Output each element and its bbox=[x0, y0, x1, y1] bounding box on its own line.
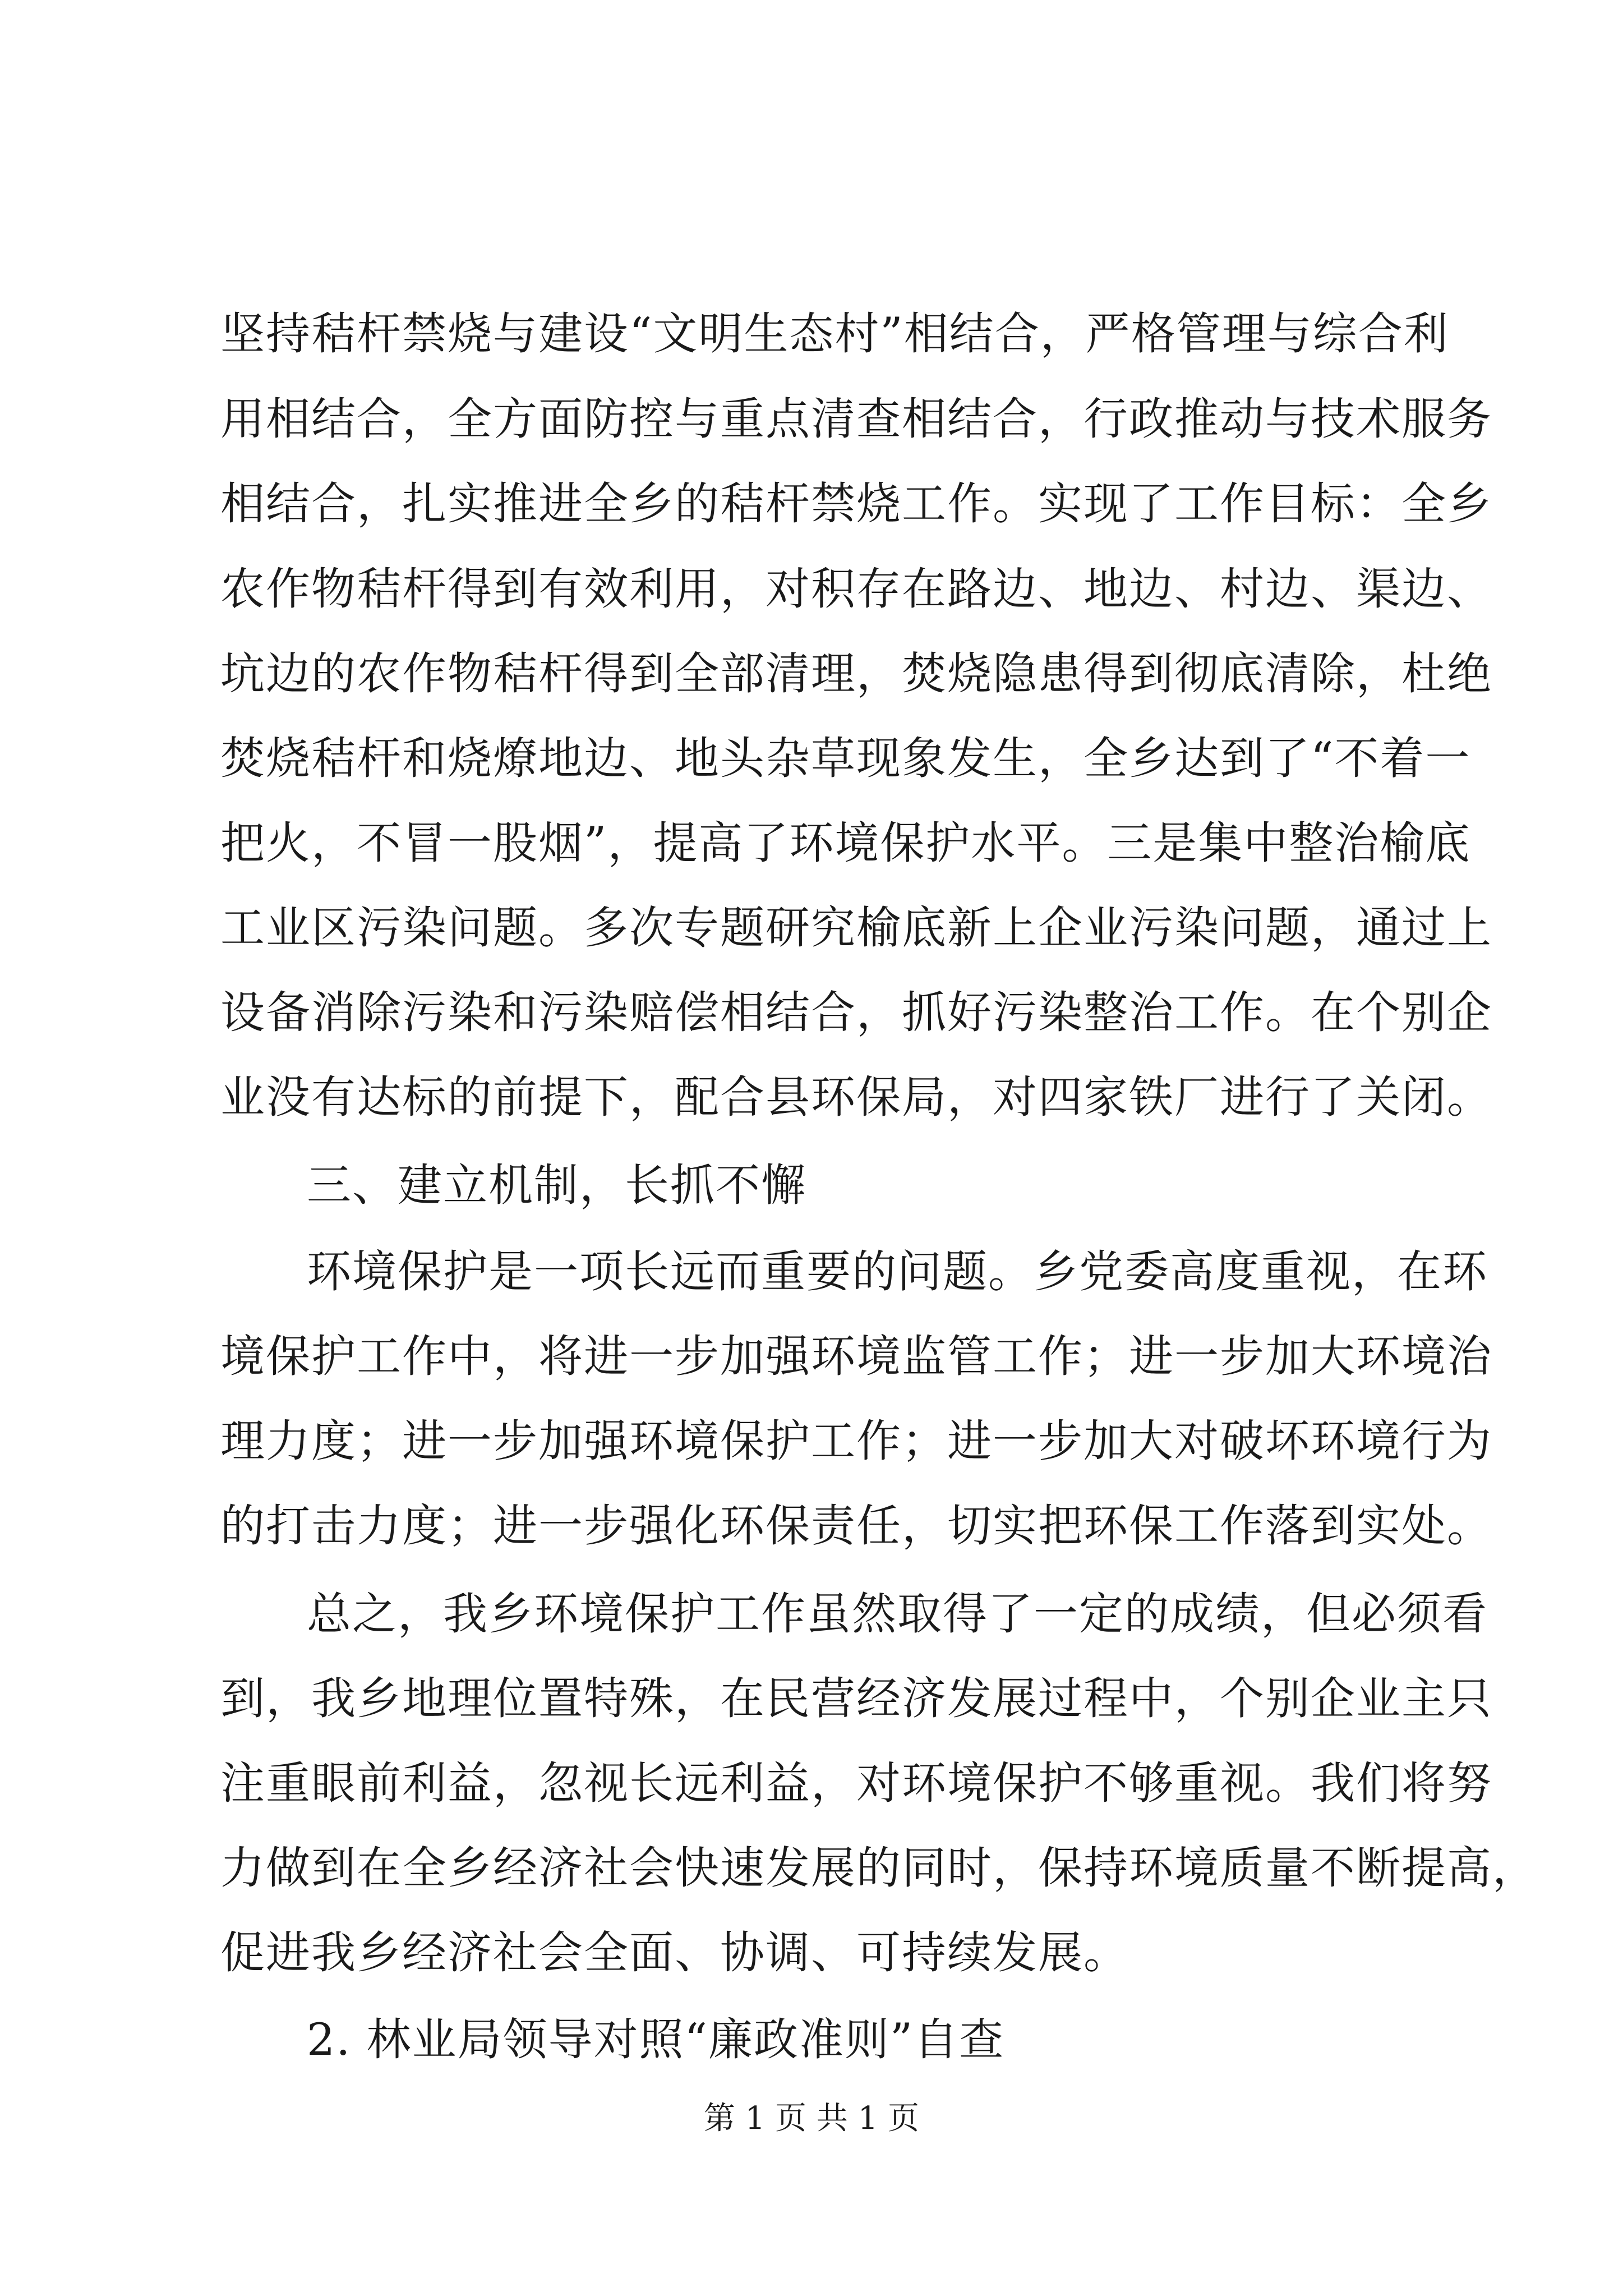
body-line-16: 总之，我乡环境保护工作虽然取得了一定的成绩，但必须看 bbox=[307, 1588, 1488, 1640]
body-line-9: 设备消除污染和污染赔偿相结合，抓好污染整治工作。在个别企 bbox=[220, 987, 1492, 1038]
body-line-3: 相结合，扎实推进全乡的秸杆禁烧工作。实现了工作目标：全乡 bbox=[220, 478, 1492, 530]
body-line-4: 农作物秸杆得到有效利用，对积存在路边、地边、村边、渠边、 bbox=[220, 563, 1492, 615]
section-heading: 三、建立机制，长抓不懈 bbox=[307, 1159, 806, 1211]
body-line-8: 工业区污染问题。多次专题研究榆底新上企业污染问题，通过上 bbox=[220, 902, 1492, 954]
body-line-7: 把火，不冒一股烟”，提高了环境保护水平。三是集中整治榆底 bbox=[220, 817, 1471, 869]
body-line-15: 的打击力度；进一步强化环保责任，切实把环保工作落到实处。 bbox=[220, 1500, 1492, 1552]
body-line-14: 理力度；进一步加强环境保护工作；进一步加大对破坏环境行为 bbox=[220, 1415, 1492, 1467]
body-line-5: 坑边的农作物秸杆得到全部清理，焚烧隐患得到彻底清除，杜绝 bbox=[220, 648, 1492, 700]
body-line-17: 到，我乡地理位置特殊，在民营经济发展过程中，个别企业主只 bbox=[220, 1673, 1492, 1724]
page-footer: 第 1 页 共 1 页 bbox=[703, 2100, 920, 2137]
body-line-20: 促进我乡经济社会全面、协调、可持续发展。 bbox=[220, 1927, 1129, 1978]
body-line-19: 力做到在全乡经济社会快速发展的同时，保持环境质量不断提高， bbox=[220, 1842, 1538, 1894]
item-heading: 2. 林业局领导对照“廉政准则”自查 bbox=[307, 2014, 1005, 2065]
body-line-10: 业没有达标的前提下，配合县环保局，对四家铁厂进行了关闭。 bbox=[220, 1071, 1492, 1123]
body-line-18: 注重眼前利益，忽视长远利益，对环境保护不够重视。我们将努 bbox=[220, 1757, 1492, 1809]
body-line-6: 焚烧秸杆和烧燎地边、地头杂草现象发生，全乡达到了“不着一 bbox=[220, 733, 1471, 784]
body-line-13: 境保护工作中，将进一步加强环境监管工作；进一步加大环境治 bbox=[220, 1331, 1492, 1382]
body-line-2: 用相结合，全方面防控与重点清查相结合，行政推动与技术服务 bbox=[220, 393, 1492, 445]
body-line-1: 坚持秸杆禁烧与建设“文明生态村”相结合，严格管理与综合利 bbox=[220, 308, 1449, 360]
body-line-12: 环境保护是一项长远而重要的问题。乡党委高度重视，在环 bbox=[307, 1246, 1488, 1297]
